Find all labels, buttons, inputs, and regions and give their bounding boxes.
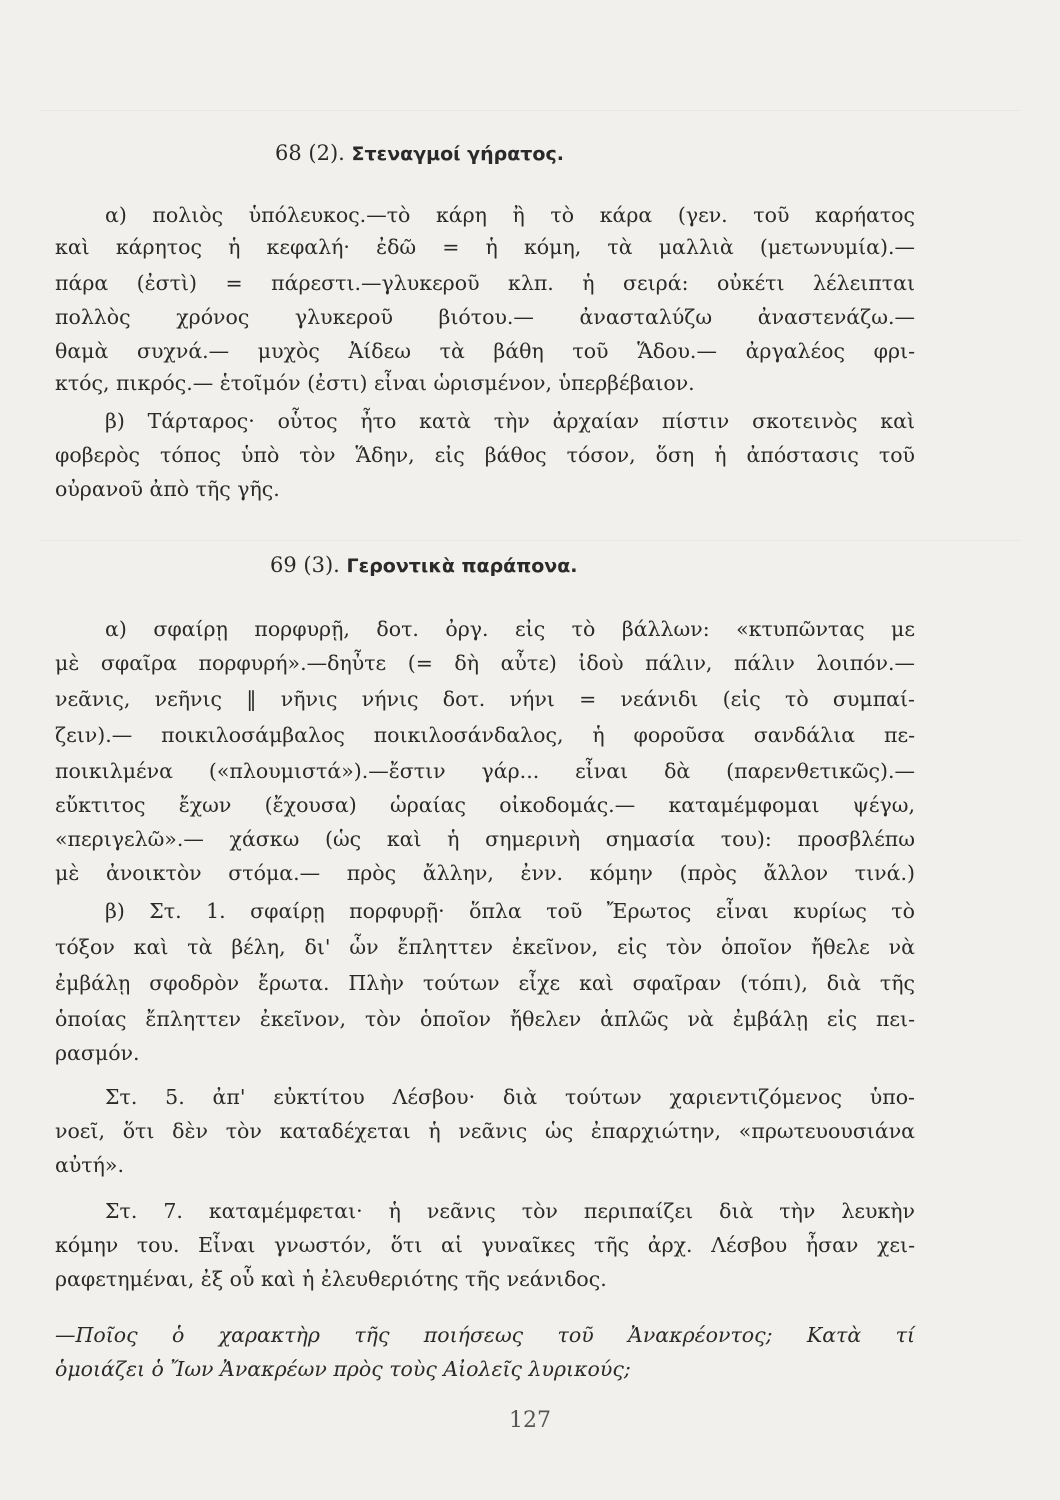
section-heading-68: [275, 138, 564, 169]
section-title: Στεναγμοί γήρατος.: [351, 143, 564, 165]
text-line: νεᾶνις, νεῆνις ‖ νῆνις νήνις δοτ. νήνι = νεάνιδι (εἰς τὸ συμπαί-: [55, 687, 915, 711]
text-line: ποικιλμένα («πλουμιστά»).—ἔστιν γάρ... εἶναι δὰ (παρενθετικῶς).—: [55, 759, 915, 783]
section-heading-69: [270, 550, 578, 581]
text-line: ὁποίας ἔπληττεν ἐκεῖνον, τὸν ὁποῖον ἤθελεν ἁπλῶς νὰ ἐμβάλῃ εἰς πει-: [55, 1007, 915, 1031]
section-number: 69 (3).: [270, 553, 340, 577]
text-line: μὲ σφαῖρα πορφυρή».—δηὖτε (= δὴ αὖτε) ἰδοὺ πάλιν, πάλιν λοιπόν.—: [55, 651, 915, 675]
text-line: ρασμόν.: [55, 1041, 140, 1065]
text-line: πολλὸς χρόνος γλυκεροῦ βιότου.— ἀνασταλύζω ἀναστενάζω.—: [55, 305, 915, 329]
text-line: β) Στ. 1. σφαίρῃ πορφυρῇ· ὅπλα τοῦ Ἔρωτος εἶναι κυρίως τὸ: [105, 899, 915, 923]
text-line: οὐρανοῦ ἀπὸ τῆς γῆς.: [55, 477, 280, 501]
bleed-through-mark: [40, 110, 1020, 111]
text-line: φοβερὸς τόπος ὑπὸ τὸν Ἅδην, εἰς βάθος τόσον, ὅση ἡ ἀπόστασις τοῦ: [55, 443, 915, 467]
text-line: α) σφαίρῃ πορφυρῇ, δοτ. ὀργ. εἰς τὸ βάλλων: «κτυπῶντας με: [105, 617, 915, 641]
text-line: «περιγελῶ».— χάσκω (ὡς καὶ ἡ σημερινὴ σημασία του): προσβλέπω: [55, 827, 915, 851]
study-question-line: ὁμοιάζει ὁ Ἴων Ἀνακρέων πρὸς τοὺς Αἰολεῖς λυρικούς;: [55, 1357, 631, 1381]
text-line: Στ. 5. ἀπ' εὐκτίτου Λέσβου· διὰ τούτων χαριεντιζόμενος ὑπο-: [105, 1085, 915, 1109]
text-line: ἐμβάλῃ σφοδρὸν ἔρωτα. Πλὴν τούτων εἶχε καὶ σφαῖραν (τόπι), διὰ τῆς: [55, 971, 915, 995]
text-line: ζειν).— ποικιλοσάμβαλος ποικιλοσάνδαλος, ἡ φοροῦσα σανδάλια πε-: [55, 723, 915, 747]
text-line: νοεῖ, ὅτι δὲν τὸν καταδέχεται ἡ νεᾶνις ὡς ἐπαρχιώτην, «πρωτευουσιάνα: [55, 1119, 915, 1143]
text-line: κτός, πικρός.— ἑτοῖμόν (ἐστι) εἶναι ὡρισμένον, ὑπερβέβαιον.: [55, 371, 695, 395]
text-line: μὲ ἀνοικτὸν στόμα.— πρὸς ἄλλην, ἐνν. κόμην (πρὸς ἄλλον τινά.): [55, 861, 915, 885]
text-line: εὔκτιτος ἔχων (ἔχουσα) ὡραίας οἰκοδομάς.— καταμέμφομαι ψέγω,: [55, 793, 915, 817]
text-line: Στ. 7. καταμέμφεται· ἡ νεᾶνις τὸν περιπαίζει διὰ τὴν λευκὴν: [105, 1199, 915, 1223]
text-line: πάρα (ἐστὶ) = πάρεστι.—γλυκεροῦ κλπ. ἡ σειρά: οὐκέτι λέλειπται: [55, 271, 915, 295]
text-line: τόξον καὶ τὰ βέλη, δι' ὧν ἔπληττεν ἐκεῖνον, εἰς τὸν ὁποῖον ἤθελε νὰ: [55, 935, 915, 959]
text-line: θαμὰ συχνά.— μυχὸς Ἀίδεω τὰ βάθη τοῦ Ἅδου.— ἀργαλέος φρι-: [55, 339, 915, 363]
text-line: κόμην του. Εἶναι γνωστόν, ὅτι αἱ γυναῖκες τῆς ἀρχ. Λέσβου ἦσαν χει-: [55, 1233, 915, 1257]
bleed-through-mark: [40, 540, 1020, 541]
text-line: αὐτή».: [55, 1153, 124, 1177]
text-line: ραφετημέναι, ἐξ οὗ καὶ ἡ ἐλευθεριότης τῆς νεάνιδος.: [55, 1267, 607, 1291]
text-line: καὶ κάρητος ἡ κεφαλή· ἐδῶ = ἡ κόμη, τὰ μαλλιὰ (μετωνυμία).—: [55, 235, 915, 259]
page-number: 127: [509, 1408, 551, 1433]
section-title: Γεροντικὰ παράπονα.: [346, 555, 578, 577]
text-line: β) Τάρταρος· οὗτος ἦτο κατὰ τὴν ἀρχαίαν πίστιν σκοτεινὸς καὶ: [105, 409, 915, 433]
study-question-line: —Ποῖος ὁ χαρακτὴρ τῆς ποιήσεως τοῦ Ἀνακρέοντος; Κατὰ τί: [55, 1323, 915, 1347]
section-number: 68 (2).: [275, 141, 345, 165]
text-line: α) πολιὸς ὑπόλευκος.—τὸ κάρη ἢ τὸ κάρα (γεν. τοῦ καρήατος: [105, 203, 915, 227]
